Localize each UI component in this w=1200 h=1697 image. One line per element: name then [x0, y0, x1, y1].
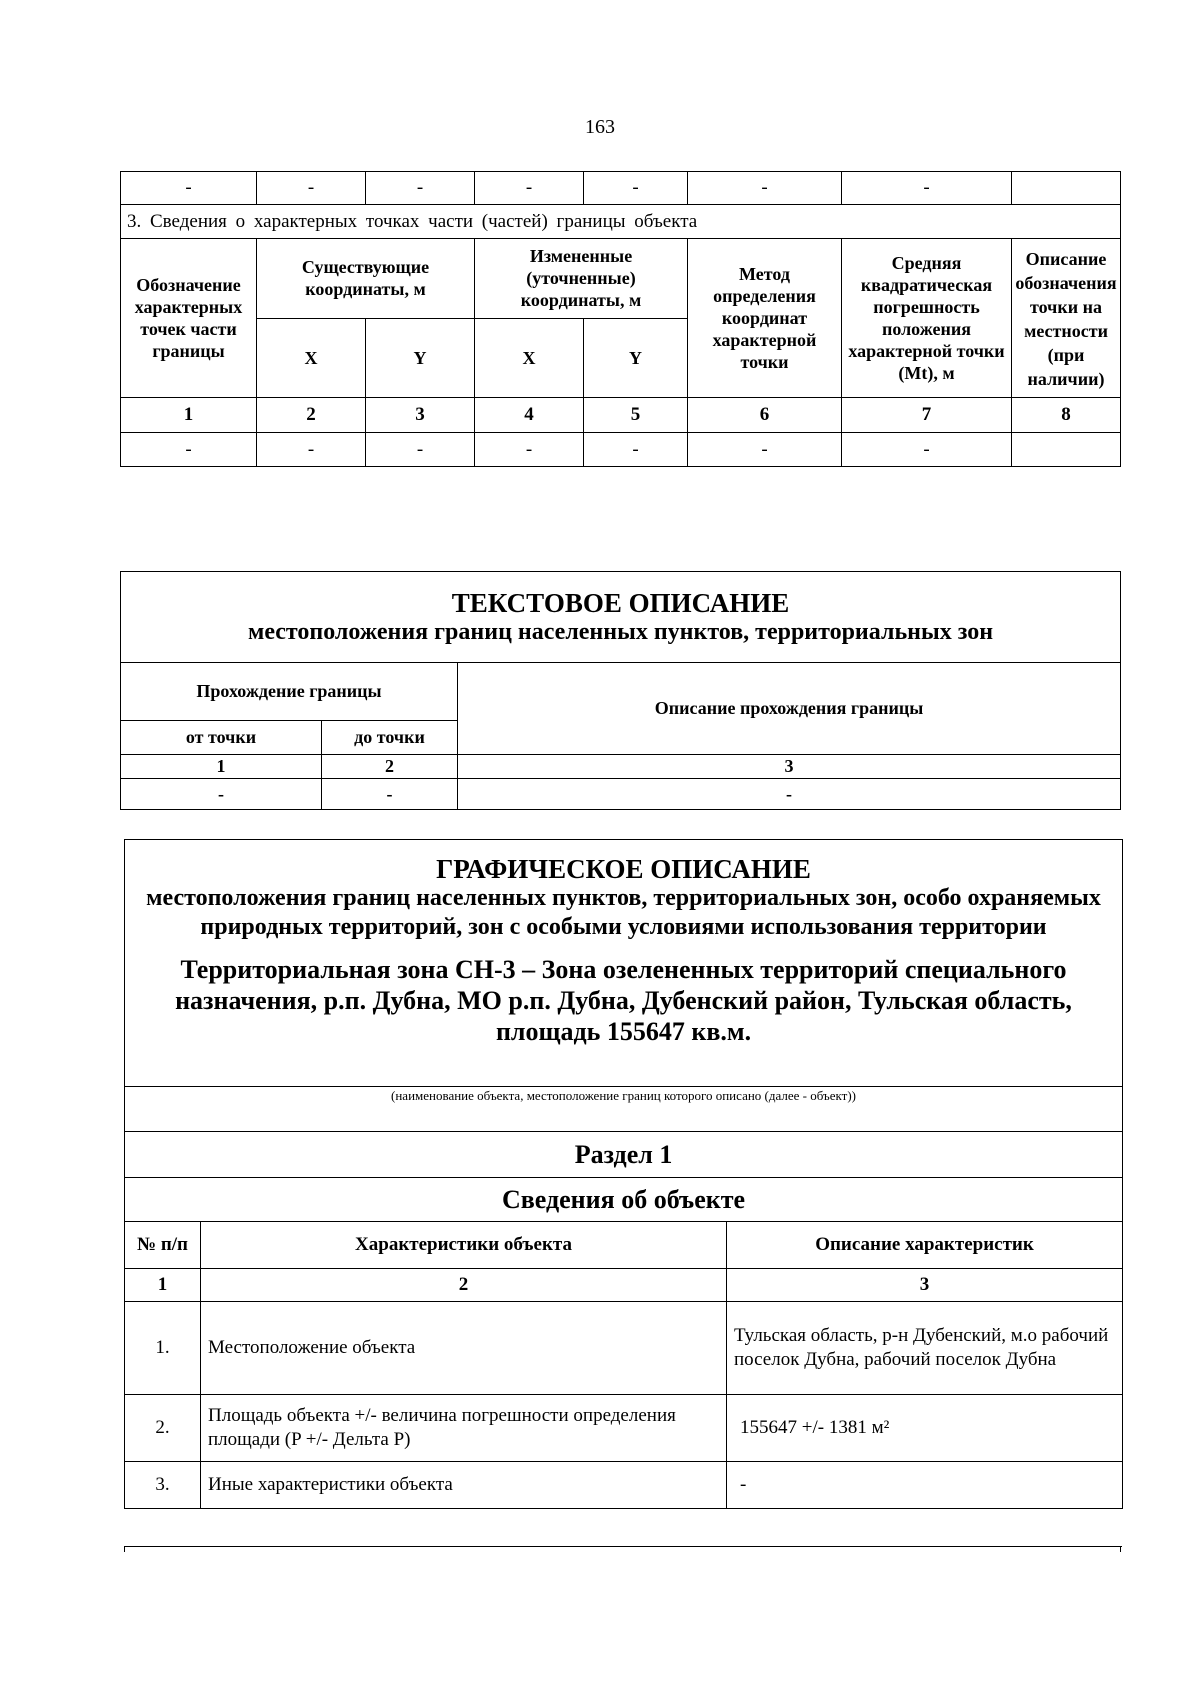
row-number: 1. — [125, 1302, 201, 1395]
table-cell: - — [458, 779, 1121, 810]
table-cell: - — [257, 172, 366, 205]
table-cell: - — [366, 172, 475, 205]
table-cell: - — [121, 779, 322, 810]
table-cell: - — [121, 433, 257, 467]
column-number: 5 — [584, 398, 688, 433]
text-description-title: ТЕКСТОВОЕ ОПИСАНИЕ — [451, 588, 790, 618]
table-row — [121, 779, 1121, 810]
graphic-description-title: ГРАФИЧЕСКОЕ ОПИСАНИЕ — [436, 854, 811, 884]
header-changed-coords: Измененные (уточненные) координаты, м — [475, 239, 688, 319]
graphic-description-header — [125, 840, 1123, 1087]
column-number: 7 — [842, 398, 1012, 433]
row-value: - — [727, 1462, 1123, 1509]
row-name: Местоположение объекта — [201, 1302, 727, 1395]
table-cell: - — [842, 172, 1012, 205]
spacer-row — [125, 1105, 1123, 1132]
header-y: Y — [366, 318, 475, 398]
header-y: Y — [584, 318, 688, 398]
header-designation: Обозначение характерных точек части границы — [121, 239, 257, 398]
header-passage: Прохождение границы — [121, 663, 458, 721]
characteristic-points-table — [120, 171, 1121, 467]
section-label: Раздел 1 — [125, 1132, 1123, 1178]
table-cell — [1012, 433, 1121, 467]
column-number: 2 — [257, 398, 366, 433]
section-title: 3. Сведения о характерных точках части (частей) границы объекта — [121, 205, 1121, 239]
table-cell: - — [475, 172, 584, 205]
header-description: Описание обозначения точки на местности (при наличии) — [1015, 249, 1117, 389]
header-characteristics: Характеристики объекта — [201, 1222, 727, 1269]
row-number: 3. — [125, 1462, 201, 1509]
header-from-point: от точки — [121, 721, 322, 755]
column-numbers-row — [121, 755, 1121, 779]
column-number: 3 — [727, 1269, 1123, 1302]
column-numbers-row — [125, 1269, 1123, 1302]
header-to-point: до точки — [322, 721, 458, 755]
column-number: 1 — [121, 398, 257, 433]
graphic-description-subtitle: местоположения границ населенных пунктов, территориальных зон, особо охраняемых природных территорий, зон с особыми условиями использования территории — [146, 885, 1101, 940]
column-number: 3 — [366, 398, 475, 433]
bottom-rule-tick — [1120, 1546, 1121, 1552]
header-existing-coords: Существующие координаты, м — [257, 239, 475, 319]
table-cell: - — [584, 172, 688, 205]
header-method: Метод определения координат характерной точки — [688, 239, 842, 398]
column-number: 2 — [201, 1269, 727, 1302]
table-row — [125, 1462, 1123, 1509]
section-title: Сведения об объекте — [125, 1178, 1123, 1222]
header-number: № п/п — [125, 1222, 201, 1269]
column-number: 2 — [322, 755, 458, 779]
column-numbers-row — [121, 398, 1121, 433]
text-description-subtitle: местоположения границ населенных пунктов, территориальных зон — [247, 619, 994, 645]
table-cell: - — [688, 172, 842, 205]
row-name: Иные характеристики объекта — [201, 1462, 727, 1509]
column-number: 3 — [458, 755, 1121, 779]
table-cell: - — [257, 433, 366, 467]
row-number: 2. — [125, 1395, 201, 1462]
table-cell: - — [366, 433, 475, 467]
bottom-rule-tick — [124, 1546, 125, 1552]
column-number: 6 — [688, 398, 842, 433]
object-note: (наименование объекта, местоположение границ которого описано (далее - объект)) — [125, 1087, 1123, 1105]
header-passage-description: Описание прохождения границы — [458, 663, 1121, 755]
table-cell: - — [688, 433, 842, 467]
header-x: X — [257, 318, 366, 398]
header-x: X — [475, 318, 584, 398]
table-row — [125, 1302, 1123, 1395]
table-row — [125, 1395, 1123, 1462]
table-cell: - — [121, 172, 257, 205]
header-description-cell — [1012, 239, 1121, 398]
column-number: 8 — [1012, 398, 1121, 433]
text-description-table — [120, 571, 1121, 810]
row-value: 155647 +/- 1381 м² — [727, 1395, 1123, 1462]
zone-name: Территориальная зона СН-3 – Зона озелененных территорий специального назначения, р.п. Дубна, МО р.п. Дубна, Дубенский район, Тульская область, площадь 155647 кв.м. — [175, 955, 1072, 1046]
table-row — [121, 172, 1121, 205]
row-name: Площадь объекта +/- величина погрешности определения площади (P +/- Дельта P) — [201, 1395, 727, 1462]
column-number: 1 — [125, 1269, 201, 1302]
bottom-rule — [124, 1546, 1122, 1547]
row-value: Тульская область, р-н Дубенский, м.о рабочий поселок Дубна, рабочий поселок Дубна — [727, 1302, 1123, 1395]
table-cell: - — [322, 779, 458, 810]
column-number: 4 — [475, 398, 584, 433]
text-description-header — [121, 572, 1121, 663]
column-number: 1 — [121, 755, 322, 779]
table-cell: - — [842, 433, 1012, 467]
table-cell: - — [584, 433, 688, 467]
page-number: 163 — [585, 116, 615, 138]
graphic-description-table — [124, 839, 1123, 1509]
table-row — [121, 433, 1121, 467]
table-header-row — [125, 1222, 1123, 1269]
table-cell — [1012, 172, 1121, 205]
header-error: Средняя квадратическая погрешность положения характерной точки (Mt), м — [842, 239, 1012, 398]
table-cell: - — [475, 433, 584, 467]
header-characteristics-description: Описание характеристик — [727, 1222, 1123, 1269]
